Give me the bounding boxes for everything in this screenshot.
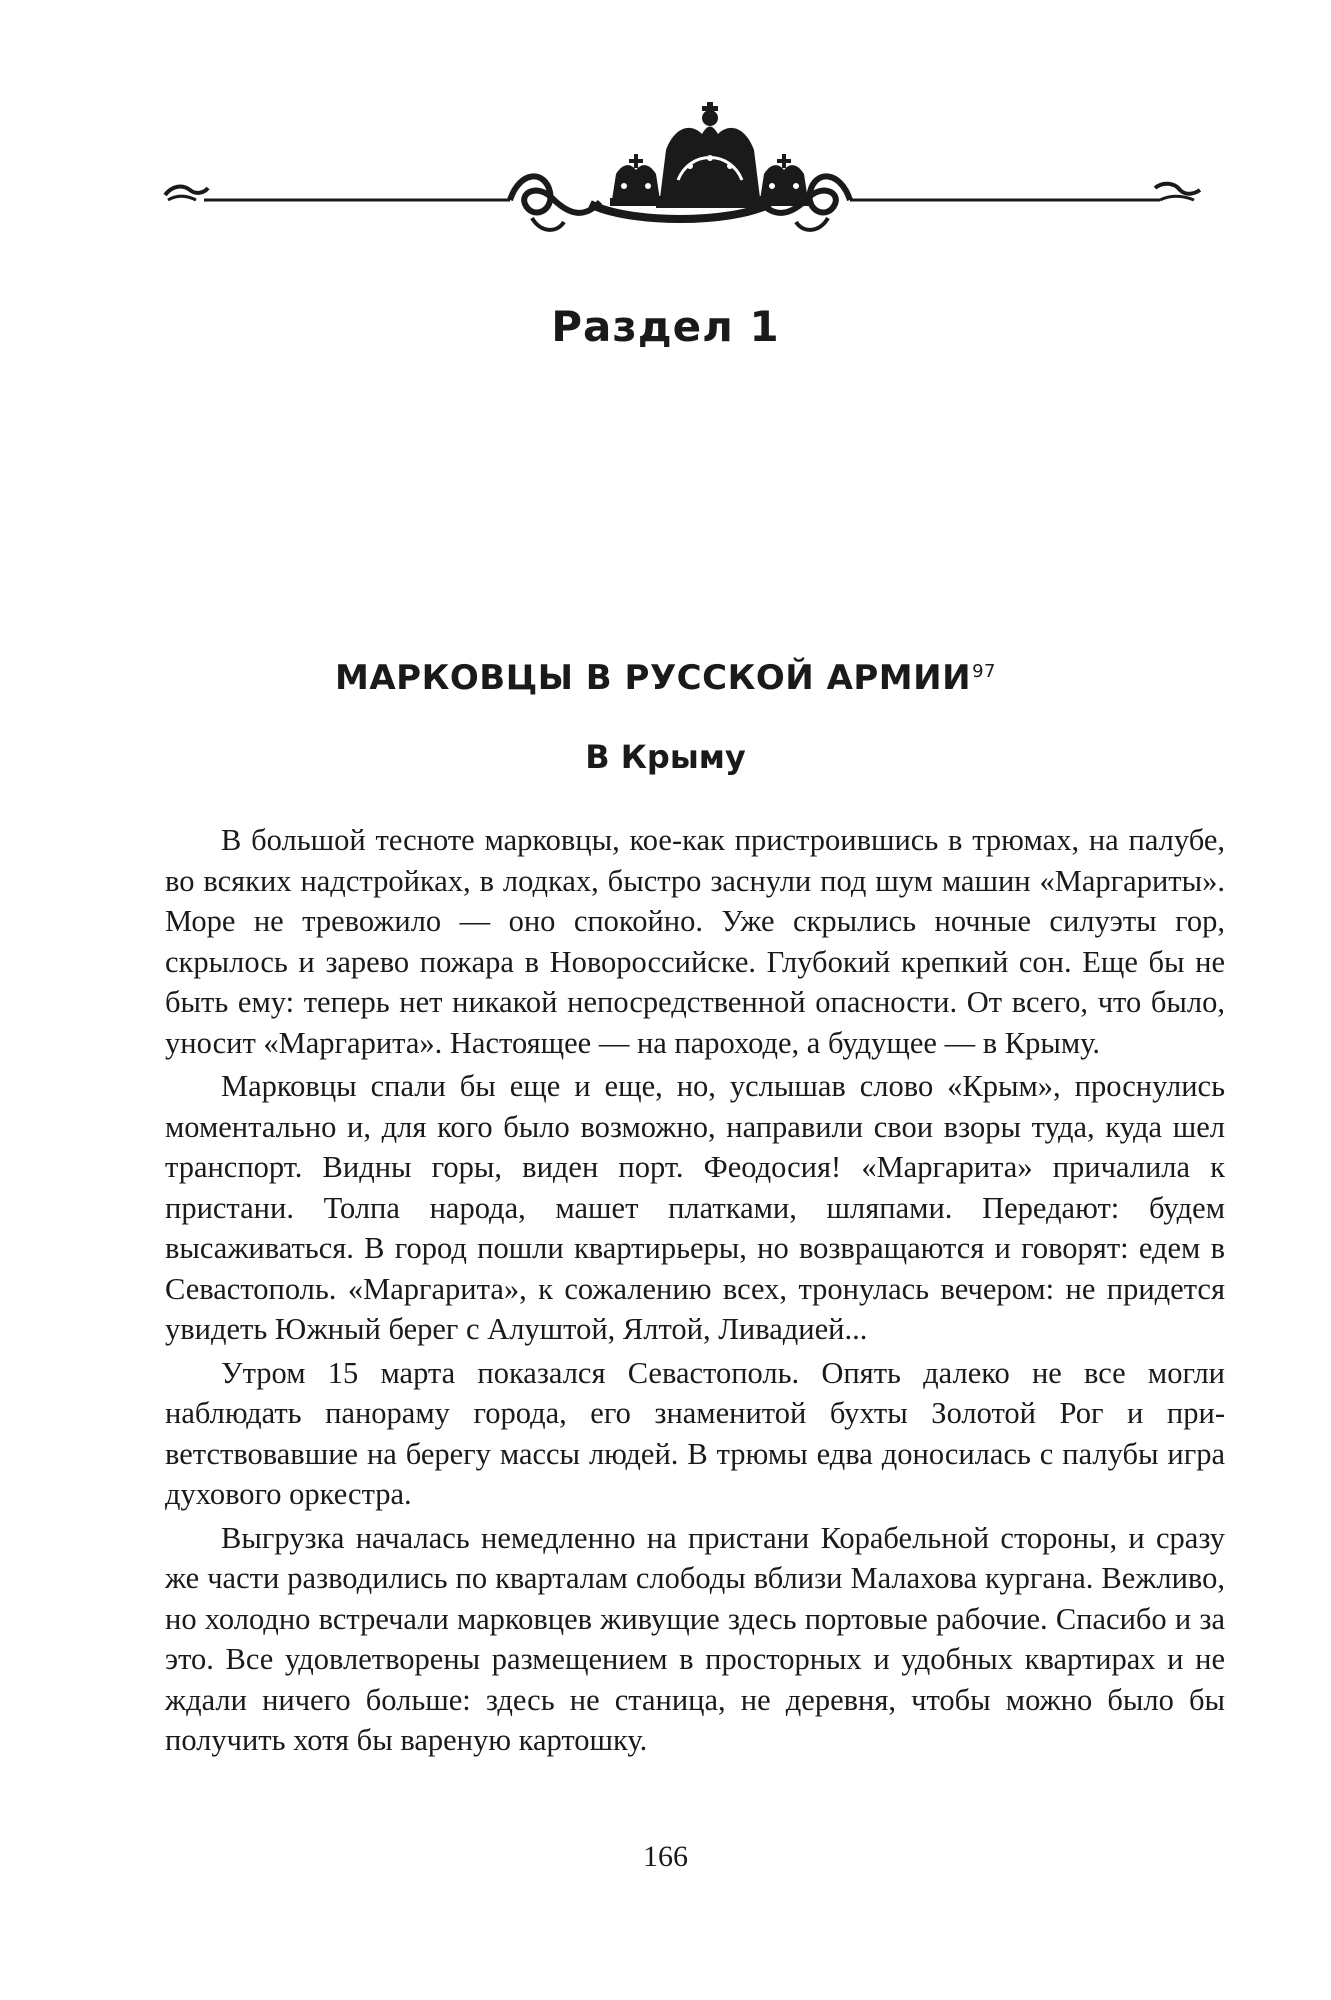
paragraph: Марковцы спали бы еще и еще, но, услышав слово «Крым», проснулись моментально и, для кого было возможно, направили свои взоры туда, куда шел транспорт. Видны горы, виден порт. Феодосия! «Маргарита» причалила к пристани. Толпа народа, машет платками, шляпами. Передают: будем высаживаться. В город пошли квартирьеры, но возвращаются и говорят: едем в Севастополь. «Маргарита», к сожалению всех, тронулась вечером: не придется увидеть Южный берег с Алуштой, Ялтой, Ливадией... (165, 1069, 1225, 1346)
section-title: Раздел 1 (551, 302, 780, 351)
paragraph: Утром 15 марта показался Севастополь. Опять далеко не все могли наблюдать панораму города, его знаменитой бухты Золотой Рог и приветствовавшие на берегу массы людей. В трюмы едва доносилась с палубы игра духового оркестра. (165, 1355, 1225, 1511)
page-number: 166 (643, 1840, 688, 1873)
paragraph: В большой тесноте марковцы, кое-как пристроившись в трюмах, на палубе, во всяких надстройках, в лодках, быстро заснули под шум машин «Маргариты». Море не тревожило — оно спокойно. Уже скрылись ночные силуэты гор, скрылось и зарево пожара в Новороссийске. Глубокий крепкий сон. Еще бы не быть ему: теперь нет никакой непосредственной опасности. От всего, что было, уносит «Маргарита». Настоящее — на пароходе, а будущее — в Крыму. (165, 823, 1225, 1060)
crown-ornament-icon (160, 100, 1260, 240)
paragraph: Выгрузка началась немедленно на пристани Корабельной стороны, и сразу же части разводились по кварталам слободы вблизи Малахова кургана. Вежливо, но холодно встречали марковцев живущие здесь портовые рабочие. Спасибо и за это. Все удовлетворены размещением в просторных и удобных квартирах и не ждали ничего больше: здесь не станица, не деревня, чтобы можно было бы получить хотя бы вареную картошку. (165, 1520, 1225, 1757)
chapter-title (0, 658, 1331, 698)
subheading: В Крыму (585, 738, 746, 776)
chapter-title-text: МАРКОВЦЫ В РУССКОЙ АРМИИ (335, 658, 972, 698)
footnote-reference: 97 (972, 660, 996, 682)
body-text (165, 820, 1225, 1764)
